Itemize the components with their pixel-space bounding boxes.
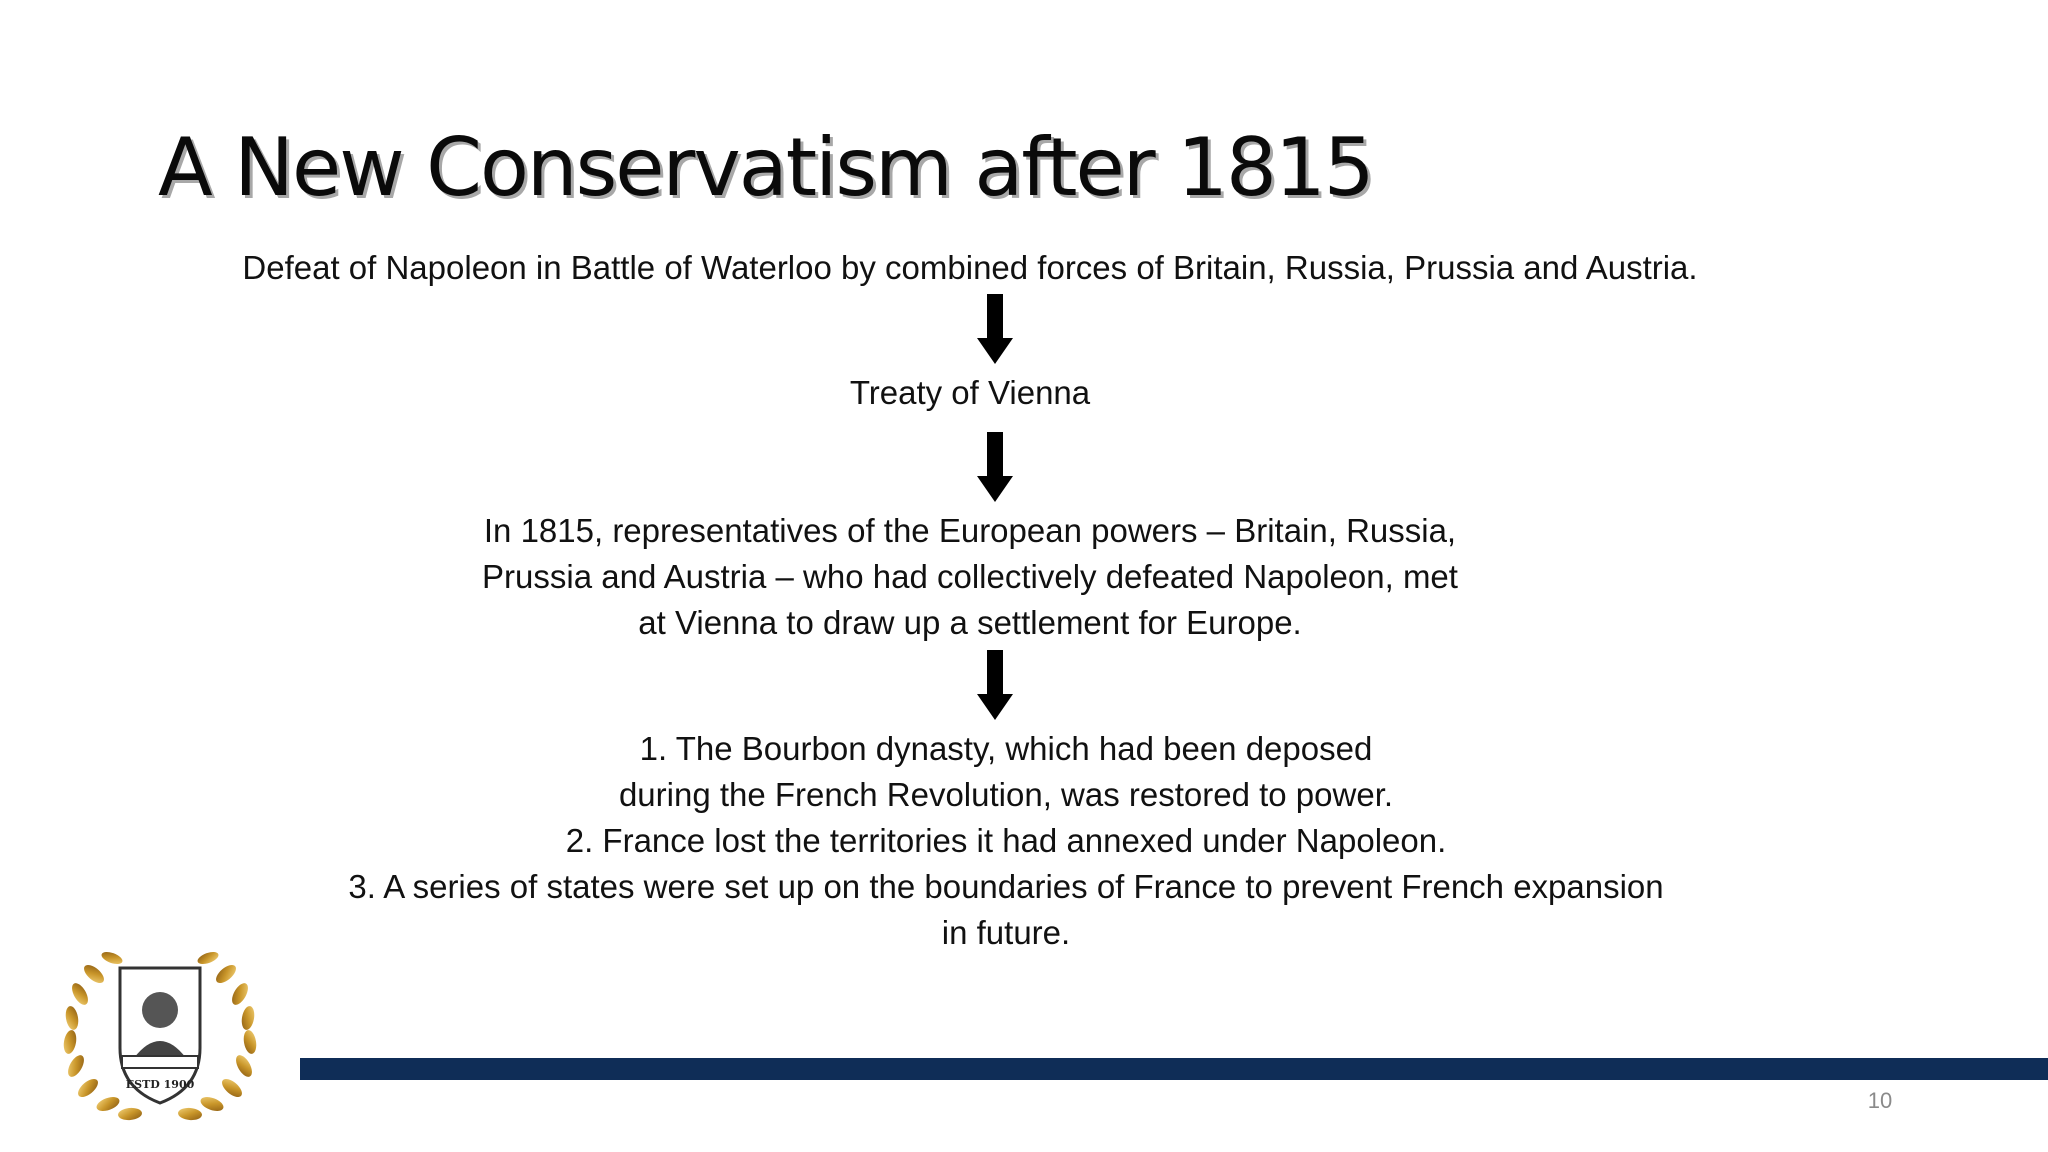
outcome-line: 3. A series of states were set up on the boundaries of France to prevent French expansion — [348, 868, 1664, 905]
footer-bar — [300, 1058, 2048, 1080]
outcome-line: 2. France lost the territories it had annexed under Napoleon. — [565, 822, 1447, 859]
logo-estd-text: ESTD 1900 — [125, 1078, 195, 1091]
outcome-line: 1. The Bourbon dynasty, which had been deposed — [639, 730, 1373, 767]
outcome-line: during the French Revolution, was restored to power. — [618, 776, 1394, 813]
flow-step-text: Defeat of Napoleon in Battle of Waterloo by combined forces of Britain, Russia, Prussia and Austria. — [242, 249, 1698, 286]
flow-step-line: Prussia and Austria – who had collectively defeated Napoleon, met — [482, 558, 1458, 595]
down-arrow-icon — [975, 650, 1015, 720]
down-arrow-icon — [975, 294, 1015, 364]
flow-step-congress — [0, 508, 1994, 646]
down-arrow-icon — [975, 432, 1015, 502]
flow-step-outcomes — [0, 726, 2030, 956]
flow-step-line: at Vienna to draw up a settlement for Europe. — [638, 604, 1302, 641]
institute-crest-laurel-icon — [50, 928, 270, 1128]
flow-step-line: In 1815, representatives of the European powers – Britain, Russia, — [483, 512, 1457, 549]
outcome-line: in future. — [941, 914, 1071, 951]
slide-title: A New Conservatism after 1815 — [158, 121, 1373, 214]
page-number: 10 — [1867, 1088, 1893, 1113]
flow-step-text: Treaty of Vienna — [849, 374, 1091, 411]
flow-step-waterloo — [0, 245, 1994, 291]
flow-step-treaty — [0, 370, 1994, 416]
